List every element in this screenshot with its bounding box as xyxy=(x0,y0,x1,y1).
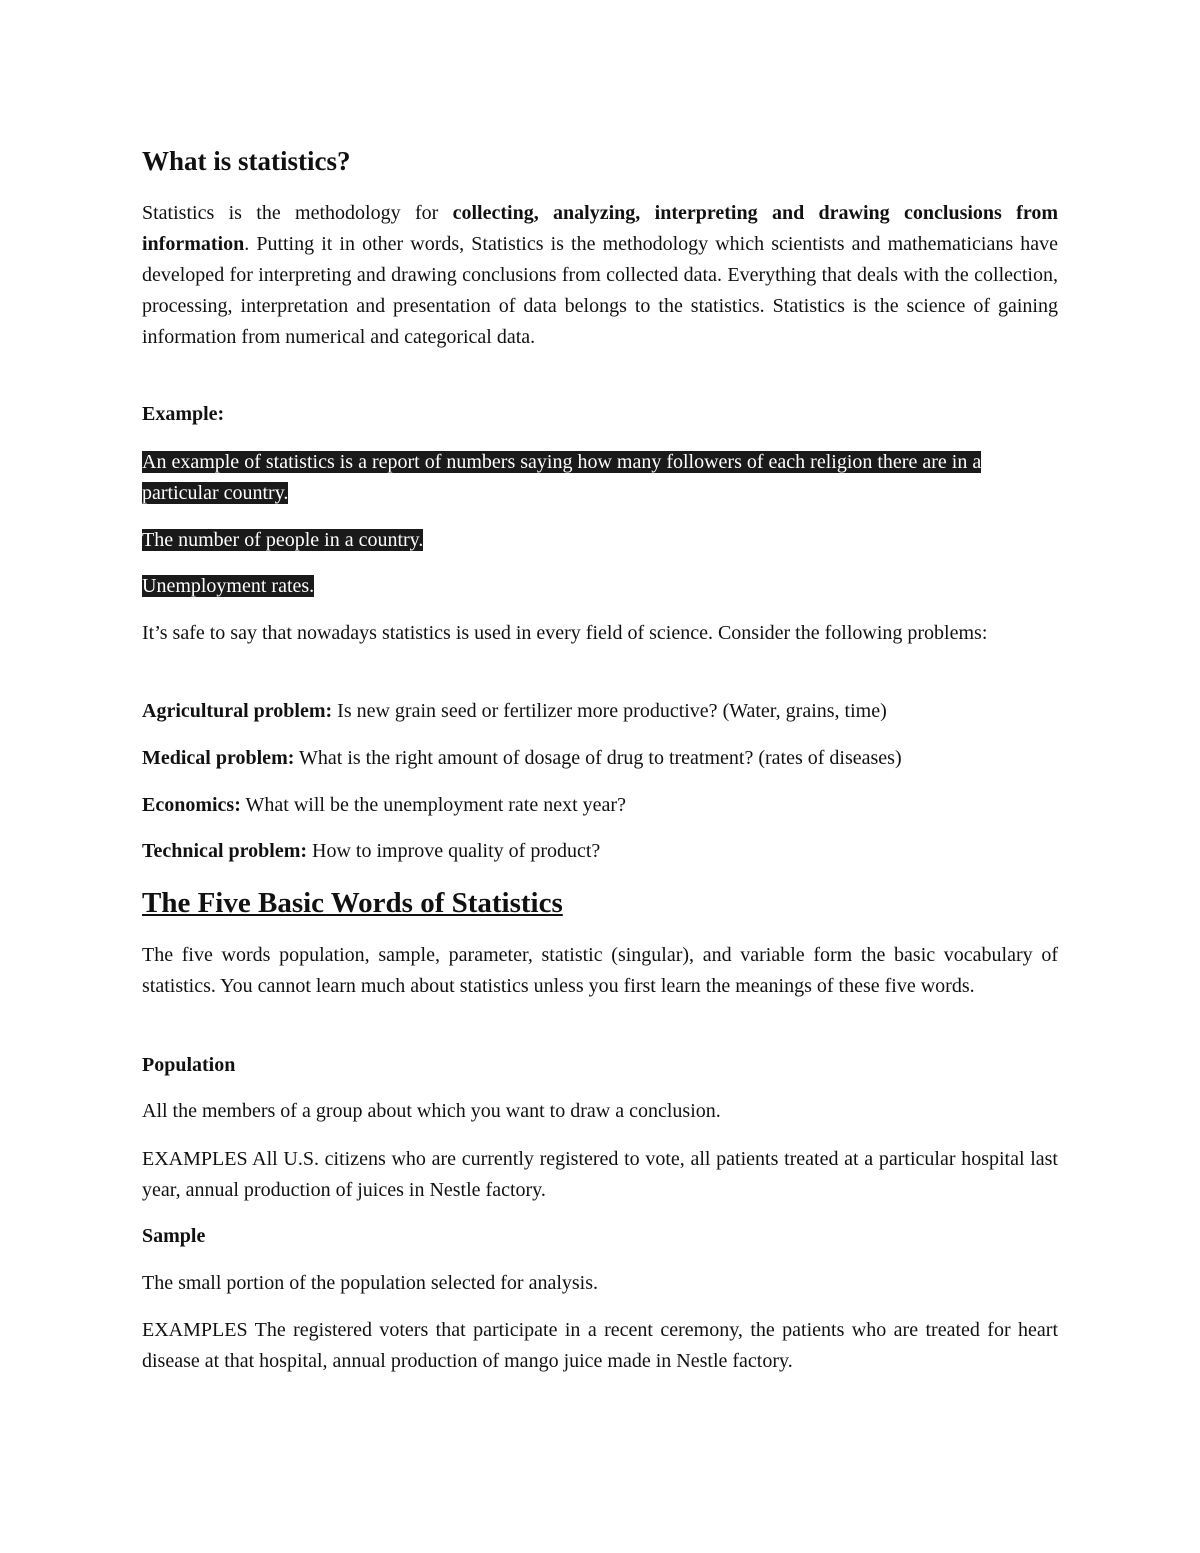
example-highlight: An example of statistics is a report of numbers saying how many followers of each religion there are in a particular country. xyxy=(142,451,982,504)
section-title: The Five Basic Words of Statistics xyxy=(142,887,563,919)
example-item-3 xyxy=(142,571,1058,602)
sample-title: Sample xyxy=(142,1225,206,1247)
population-examples: EXAMPLES All U.S. citizens who are currently registered to vote, all patients treated at a particular hospital last year, annual production of juices in Nestle factory. xyxy=(142,1148,1058,1201)
problem-technical xyxy=(142,836,1058,867)
problem-text: Is new grain seed or fertilizer more productive? (Water, grains, time) xyxy=(332,700,887,722)
five-words-paragraph: The five words population, sample, parameter, statistic (singular), and variable form the basic vocabulary of statistics. You cannot learn much about statistics unless you first learn the meanings of these five words. xyxy=(142,944,1058,997)
sample-definition: The small portion of the population selected for analysis. xyxy=(142,1272,598,1294)
problem-label: Economics: xyxy=(142,794,241,816)
example-highlight: The number of people in a country. xyxy=(142,529,424,551)
intro-rest: . Putting it in other words, Statistics is the methodology which scientists and mathematicians have developed for interpreting and drawing conclusions from collected data. Everything that deals with the collection, processing, interpretation and presentation of data belongs to the statistics. Statistics is the science of gaining information from numerical and categorical data. xyxy=(142,233,1058,348)
problem-label: Agricultural problem: xyxy=(142,700,333,722)
problem-label: Technical problem: xyxy=(142,840,308,862)
example-highlight: Unemployment rates. xyxy=(142,575,315,597)
problem-agricultural xyxy=(142,696,1058,727)
example-label: Example: xyxy=(142,403,225,425)
problem-text: How to improve quality of product? xyxy=(307,840,601,862)
population-definition: All the members of a group about which you want to draw a conclusion. xyxy=(142,1100,721,1122)
problem-text: What is the right amount of dosage of drug to treatment? (rates of diseases) xyxy=(294,747,902,769)
problem-economics xyxy=(142,790,1058,821)
safe-paragraph: It’s safe to say that nowadays statistics is used in every field of science. Consider the following problems: xyxy=(142,622,988,644)
problem-medical xyxy=(142,743,1058,774)
sample-examples: EXAMPLES The registered voters that participate in a recent ceremony, the patients who are treated for heart disease at that hospital, annual production of mango juice made in Nestle factory. xyxy=(142,1319,1058,1372)
problem-label: Medical problem: xyxy=(142,747,295,769)
intro-paragraph xyxy=(142,198,1058,353)
population-title: Population xyxy=(142,1054,236,1076)
example-item-2 xyxy=(142,525,1058,556)
page-title: What is statistics? xyxy=(142,146,351,176)
intro-bold: collecting, analyzing, interpreting and drawing conclusions from information xyxy=(142,202,1058,255)
intro-lead: Statistics is the methodology for xyxy=(142,202,453,224)
problem-text: What will be the unemployment rate next year? xyxy=(240,794,626,816)
example-item-1 xyxy=(142,447,1058,509)
